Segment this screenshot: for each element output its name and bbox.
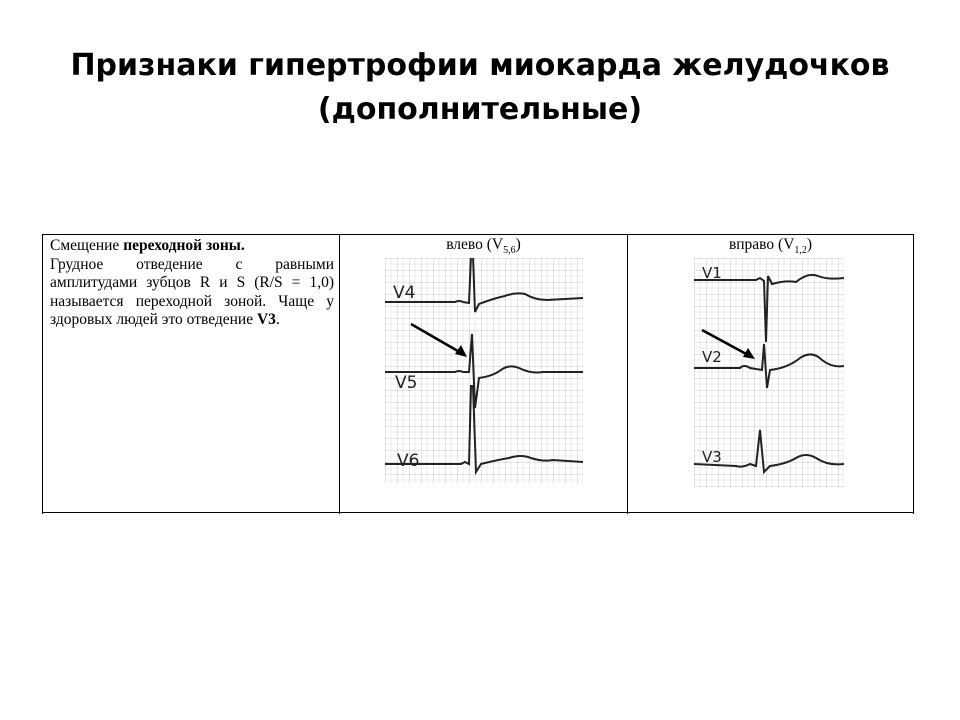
description-cell <box>50 237 334 330</box>
lead-label-v2: V2 <box>702 348 722 366</box>
transition-zone-table <box>42 234 914 514</box>
left-shift-leads-sub: 5,6 <box>503 245 516 257</box>
slide-title <box>0 44 960 132</box>
slide-title-line-2: (дополнительные) <box>317 92 643 127</box>
ecg-strip-left <box>385 258 583 484</box>
right-shift-paren-close: ) <box>806 236 813 253</box>
left-shift-paren-open: (V <box>486 236 504 253</box>
ecg-strip-right <box>694 258 844 488</box>
description-end: . <box>275 311 280 329</box>
slide-title-line-1: Признаки гипертрофии миокарда желудочков <box>70 48 890 83</box>
right-shift-heading <box>628 236 913 257</box>
lead-label-v6: V6 <box>397 451 420 471</box>
lead-label-v1: V1 <box>702 264 722 282</box>
table-right-border <box>913 234 914 514</box>
left-shift-heading <box>340 236 627 257</box>
right-shift-label: вправо <box>728 236 775 253</box>
description-heading-plain: Смещение <box>50 237 124 254</box>
table-divider-2 <box>627 234 628 514</box>
description-body: Грудное отведение с равными амплитудами зубцов R и S (R/S = 1,0) называется переходной зоной. Чаще у здоровых людей это отведение <box>50 255 334 329</box>
description-heading-bold: переходной зоны. <box>123 237 245 254</box>
table-bottom-border <box>42 512 914 513</box>
right-shift-leads-sub: 1,2 <box>794 245 807 257</box>
table-left-border <box>42 234 43 514</box>
lead-label-v3: V3 <box>702 448 722 466</box>
description-lead-bold: V3 <box>256 311 276 329</box>
table-top-border <box>42 234 914 235</box>
table-divider-1 <box>339 234 340 514</box>
lead-label-v4: V4 <box>393 283 416 303</box>
lead-label-v5: V5 <box>395 373 418 393</box>
left-shift-label: влево <box>446 236 483 253</box>
right-shift-paren-open: (V <box>778 236 795 253</box>
left-shift-paren-close: ) <box>515 236 521 253</box>
